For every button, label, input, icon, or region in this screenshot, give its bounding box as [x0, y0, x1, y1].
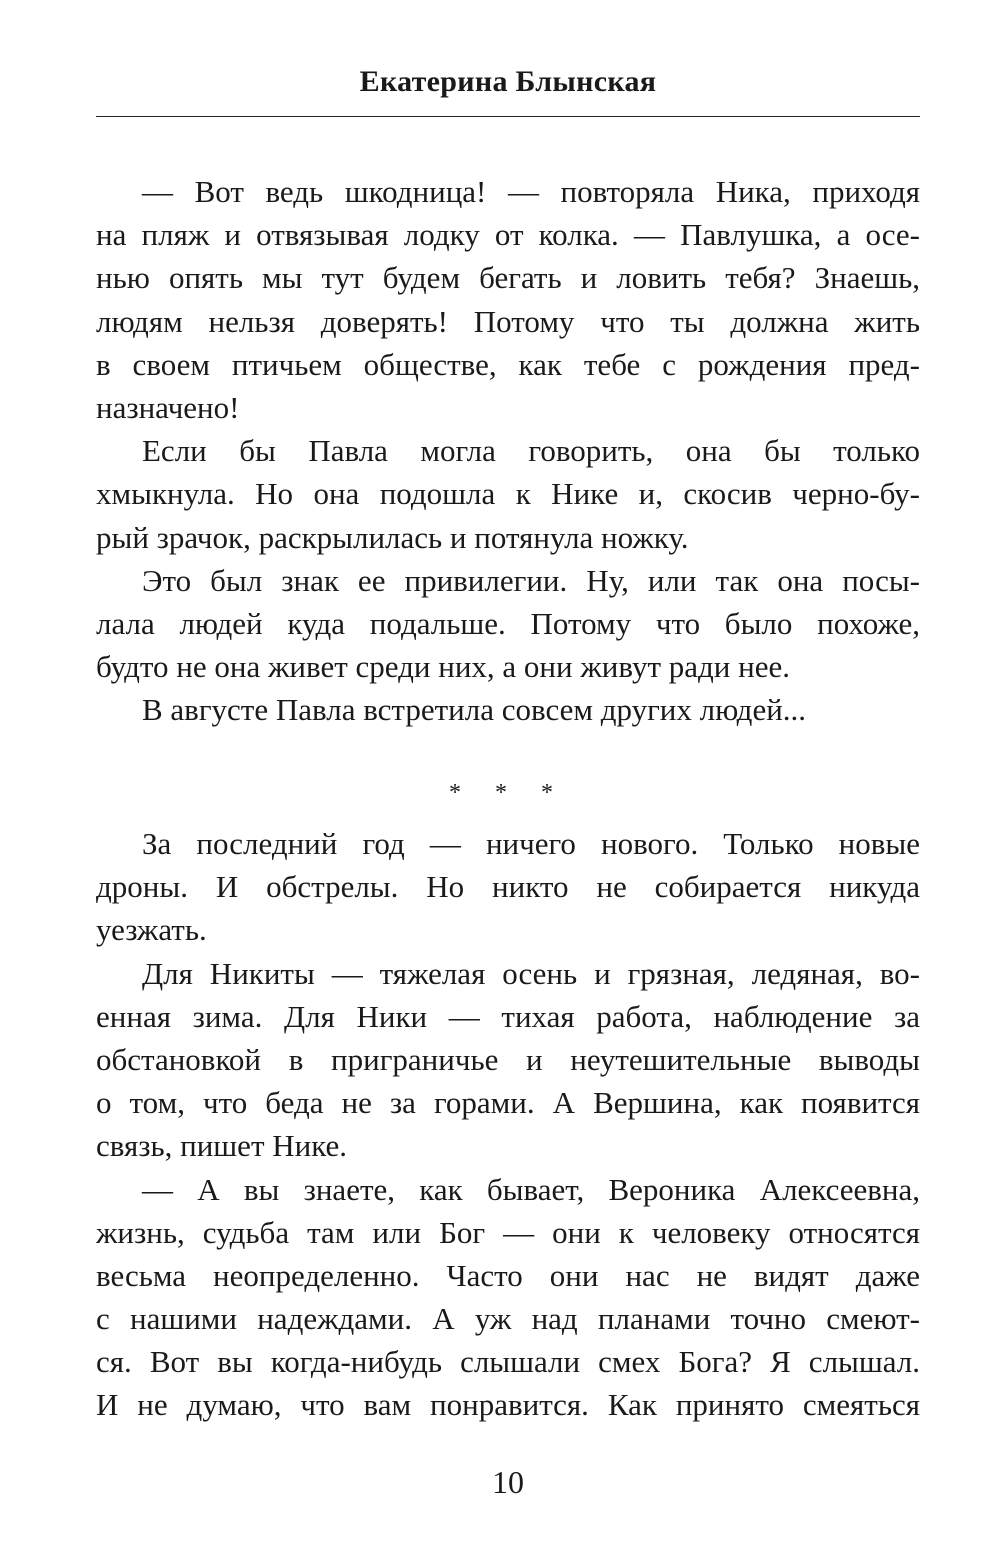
text-line: В августе Павла встретила совсем других людей...	[142, 692, 807, 728]
page-number: 10	[492, 1464, 524, 1500]
text-line: лала людей куда подальше. Потому что было похоже,	[96, 605, 920, 641]
text-line: о том, что беда не за горами. А Вершина, как появится	[96, 1085, 920, 1121]
text-line: — А вы знаете, как бывает, Вероника Алексеевна,	[142, 1171, 920, 1207]
text-line: весьма неопределенно. Часто они нас не видят даже	[96, 1257, 920, 1293]
text-line: енная зима. Для Ники — тихая работа, наблюдение за	[96, 998, 920, 1034]
text-line: За последний год — ничего нового. Только новые	[142, 826, 920, 861]
text-line: хмыкнула. Но она подошла к Нике и, скосив черно-бу-	[96, 476, 920, 512]
text-line: жизнь, судьба там или Бог — они к человеку относятся	[96, 1214, 920, 1250]
text-line: назначено!	[96, 389, 240, 425]
text-line: на пляж и отвязывая лодку от колка. — Павлушка, а осе-	[96, 217, 920, 253]
text-line: ся. Вот вы когда-нибудь слышали смех Бога? Я слышал.	[96, 1344, 920, 1380]
text-line: Это был знак ее привилегии. Ну, или так она посы-	[142, 562, 920, 598]
text-line: обстановкой в приграничье и неутешительные выводы	[96, 1041, 920, 1077]
text-line: И не думаю, что вам понравится. Как принято смеяться	[96, 1387, 920, 1423]
text-line: людям нельзя доверять! Потому что ты должна жить	[96, 303, 920, 339]
running-head-author: Екатерина Блынская	[359, 65, 657, 98]
text-line: с нашими надеждами. А уж над планами точно смеют-	[96, 1301, 920, 1337]
text-line: нью опять мы тут будем бегать и ловить тебя? Знаешь,	[96, 260, 920, 296]
text-line: рый зрачок, раскрылилась и потянула ножку.	[96, 519, 689, 555]
text-line: уезжать.	[96, 912, 207, 948]
text-line: дроны. И обстрелы. Но никто не собирается никуда	[96, 869, 920, 905]
text-line: — Вот ведь шкодница! — повторяла Ника, приходя	[142, 174, 920, 209]
text-block-2	[96, 822, 920, 1427]
text-line: Если бы Павла могла говорить, она бы только	[142, 433, 920, 469]
text-line: будто не она живет среди них, а они живут ради нее.	[96, 649, 790, 685]
section-break: * * *	[449, 780, 567, 806]
text-line: в своем птичьем обществе, как тебе с рождения пред-	[96, 346, 920, 382]
text-line: связь, пишет Нике.	[96, 1128, 348, 1164]
header-rule	[96, 116, 920, 117]
text-block-1	[96, 170, 920, 731]
text-line: Для Никиты — тяжелая осень и грязная, ледяная, во-	[142, 955, 920, 991]
